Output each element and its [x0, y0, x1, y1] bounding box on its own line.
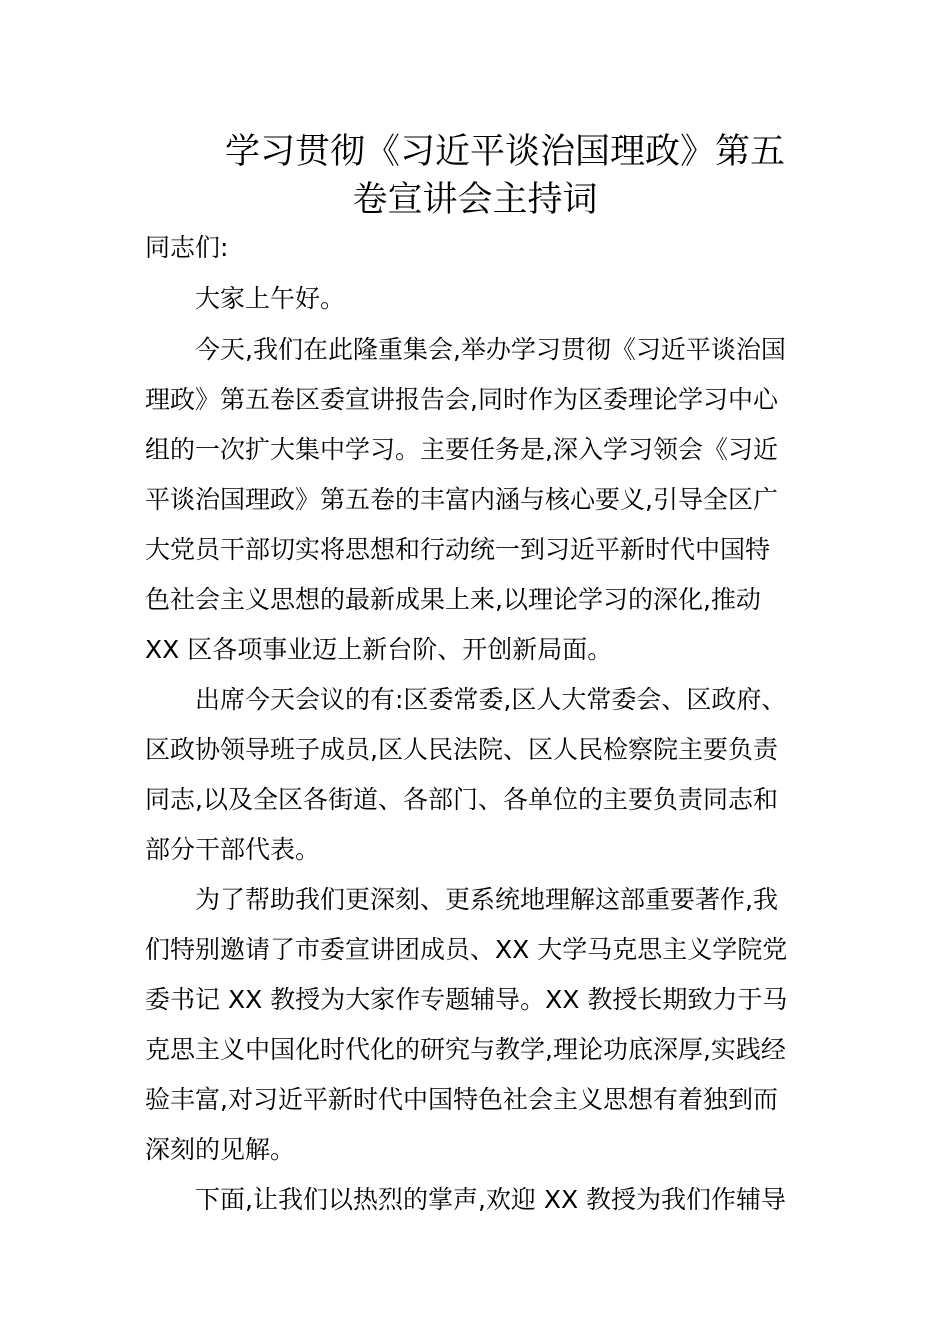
greeting: 大家上午好。: [195, 284, 346, 313]
paragraph-line: 区政协领导班子成员,区人民法院、区人民检察院主要负责: [145, 735, 778, 764]
paragraph-line: 组的一次扩大集中学习。主要任务是,深入学习领会《习近: [145, 435, 778, 464]
paragraph-line: 出席今天会议的有:区委常委,区人大常委会、区政府、: [195, 685, 787, 714]
paragraph-line: 今天,我们在此隆重集会,举办学习贯彻《习近平谈治国: [195, 335, 786, 364]
document-title-line-2: 卷宣讲会主持词: [352, 180, 598, 220]
paragraph-line: 大党员干部切实将思想和行动统一到习近平新时代中国特: [145, 535, 771, 564]
paragraph-line: 为了帮助我们更深刻、更系统地理解这部重要著作,我: [195, 885, 778, 914]
paragraph-line: 理政》第五卷区委宣讲报告会,同时作为区委理论学习中心: [145, 385, 778, 414]
paragraph-line: XX 区各项事业迈上新台阶、开创新局面。: [145, 635, 613, 664]
paragraph-line: 平谈治国理政》第五卷的丰富内涵与核心要义,引导全区广: [145, 485, 778, 514]
paragraph-line: 克思主义中国化时代化的研究与教学,理论功底深厚,实践经: [145, 1035, 786, 1064]
paragraph-line: 部分干部代表。: [145, 835, 321, 864]
document-title-line-1: 学习贯彻《习近平谈治国理政》第五: [224, 132, 785, 172]
salutation: 同志们:: [145, 233, 229, 262]
paragraph-line: 同志,以及全区各街道、各部门、各单位的主要负责同志和: [145, 785, 778, 814]
paragraph-line: 验丰富,对习近平新时代中国特色社会主义思想有着独到而: [145, 1085, 778, 1114]
paragraph-line: 下面,让我们以热烈的掌声,欢迎 XX 教授为我们作辅导: [195, 1185, 787, 1214]
paragraph-line: 们特别邀请了市委宣讲团成员、XX 大学马克思主义学院党: [145, 935, 788, 964]
paragraph-line: 委书记 XX 教授为大家作专题辅导。XX 教授长期致力于马: [145, 985, 788, 1014]
paragraph-line: 深刻的见解。: [145, 1135, 296, 1164]
paragraph-line: 色社会主义思想的最新成果上来,以理论学习的深化,推动: [145, 585, 761, 614]
